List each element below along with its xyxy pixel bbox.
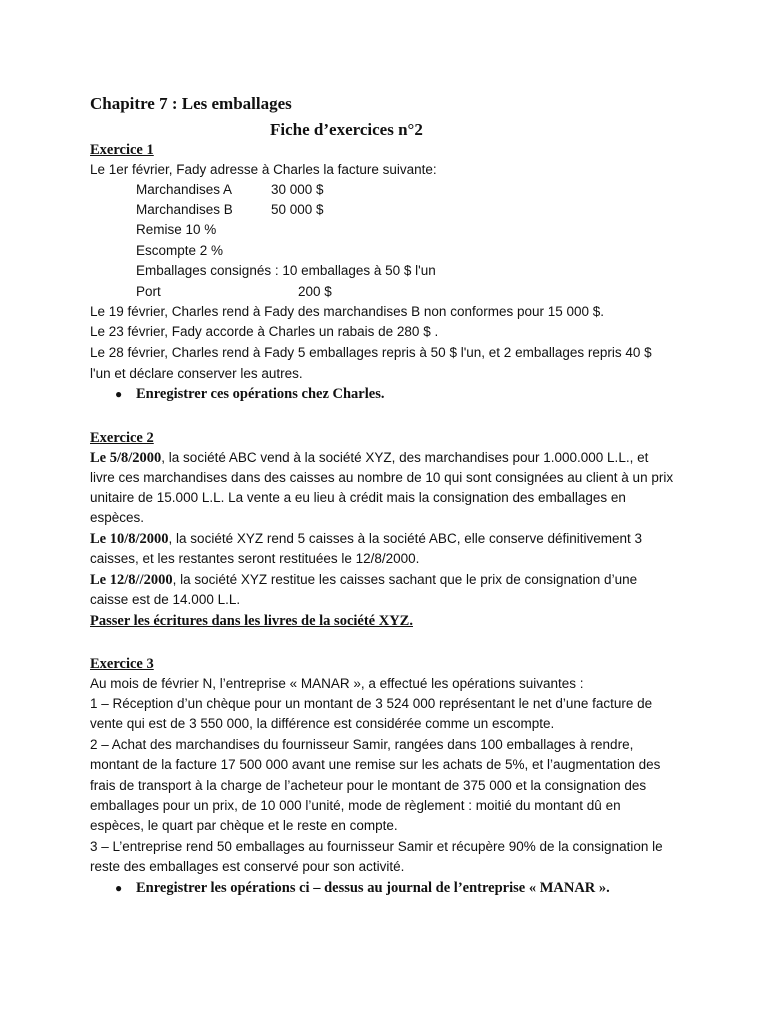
exercise-1-heading: Exercice 1: [90, 142, 154, 158]
exercise-1-task: Enregistrer ces opérations chez Charles.: [136, 386, 385, 402]
invoice-label: Marchandises B: [136, 202, 233, 217]
invoice-value: 30 000 $: [271, 182, 324, 197]
exercise-2-paragraph-line: caisse est de 14.000 L.L.: [90, 592, 241, 607]
invoice-line: [136, 261, 436, 281]
exercise-3-line: frais de transport à la charge de l’acheteur pour le montant de 375 000 et la consignation des: [90, 778, 647, 793]
date-label: Le 12/8//2000: [90, 572, 173, 588]
exercise-2-task: Passer les écritures dans les livres de la société XYZ.: [90, 613, 413, 629]
chapter-title: Chapitre 7 : Les emballages: [90, 94, 292, 113]
bullet-icon: ●: [115, 387, 123, 401]
exercise-2-paragraph-line: espèces.: [90, 510, 145, 525]
invoice-label: Emballages consignés : 10 emballages à 50 $ l'un: [136, 263, 436, 278]
invoice-line: [136, 241, 223, 261]
invoice-line: [136, 180, 324, 200]
invoice-line: [136, 220, 216, 240]
exercise-2-paragraph-line: [90, 570, 637, 590]
exercise-3-line: emballages pour un prix, de 10 000 l’unité, mode de règlement : moitié du montant dû en: [90, 798, 621, 813]
exercise-2-paragraph-line: [90, 448, 648, 468]
exercise-1-intro: Le 1er février, Fady adresse à Charles la facture suivante:: [90, 162, 437, 177]
bullet-icon: ●: [115, 881, 123, 895]
exercise-1-line: Le 23 février, Fady accorde à Charles un rabais de 280 $ .: [90, 324, 439, 339]
exercise-3-line: reste des emballages est conservé pour son activité.: [90, 859, 405, 874]
invoice-label: Port: [136, 284, 161, 299]
exercise-3-line: 2 – Achat des marchandises du fournisseur Samir, rangées dans 100 emballages à rendre,: [90, 737, 634, 752]
invoice-value: 50 000 $: [271, 202, 324, 217]
invoice-line: [136, 200, 324, 220]
date-label: Le 10/8/2000: [90, 531, 169, 547]
text-span: , la société ABC vend à la société XYZ, des marchandises pour 1.000.000 L.L., et: [161, 450, 649, 465]
invoice-label: Escompte 2 %: [136, 243, 224, 258]
invoice-label: Marchandises A: [136, 182, 233, 197]
text-span: , la société XYZ restitue les caisses sachant que le prix de consignation d’une: [172, 572, 638, 587]
invoice-label: Remise 10 %: [136, 222, 217, 237]
exercise-2-paragraph-line: livre ces marchandises dans des caisses au nombre de 10 qui sont consignées au client à un prix: [90, 470, 674, 485]
text-span: , la société XYZ rend 5 caisses à la société ABC, elle conserve définitivement 3: [168, 531, 643, 546]
exercise-3-line: montant de la facture 17 500 000 avant une remise sur les achats de 5%, et l’augmentation des: [90, 757, 661, 772]
fiche-title: Fiche d’exercices n°2: [270, 120, 423, 139]
exercise-3-line: espèces, le quart par chèque et le reste en compte.: [90, 818, 398, 833]
exercise-1-line: Le 28 février, Charles rend à Fady 5 emballages repris à 50 $ l'un, et 2 emballages repris 40 $: [90, 345, 652, 360]
exercise-3-line: 1 – Réception d’un chèque pour un montant de 3 524 000 représentant le net d’une facture de: [90, 696, 653, 711]
invoice-value: 200 $: [298, 284, 332, 299]
exercise-1-line: Le 19 février, Charles rend à Fady des marchandises B non conformes pour 15 000 $.: [90, 304, 605, 319]
exercise-1-line: l'un et déclare conserver les autres.: [90, 366, 303, 381]
exercise-3-line: 3 – L’entreprise rend 50 emballages au fournisseur Samir et récupère 90% de la consignation le: [90, 839, 663, 854]
exercise-2-paragraph-line: [90, 529, 642, 549]
exercise-2-heading: Exercice 2: [90, 430, 154, 446]
exercise-2-paragraph-line: unitaire de 15.000 L.L. La vente a eu lieu à crédit mais la consignation des emballages en: [90, 490, 626, 505]
exercise-3-heading: Exercice 3: [90, 656, 154, 672]
exercise-2-paragraph-line: caisses, et les restantes seront restituées le 12/8/2000.: [90, 551, 420, 566]
exercise-3-task: Enregistrer les opérations ci – dessus au journal de l’entreprise « MANAR ».: [136, 880, 610, 896]
exercise-3-line: Au mois de février N, l’entreprise « MANAR », a effectué les opérations suivantes :: [90, 676, 584, 691]
invoice-line: [136, 282, 332, 302]
date-label: Le 5/8/2000: [90, 450, 162, 466]
exercise-3-line: vente qui est de 3 550 000, la différence est considérée comme un escompte.: [90, 716, 555, 731]
